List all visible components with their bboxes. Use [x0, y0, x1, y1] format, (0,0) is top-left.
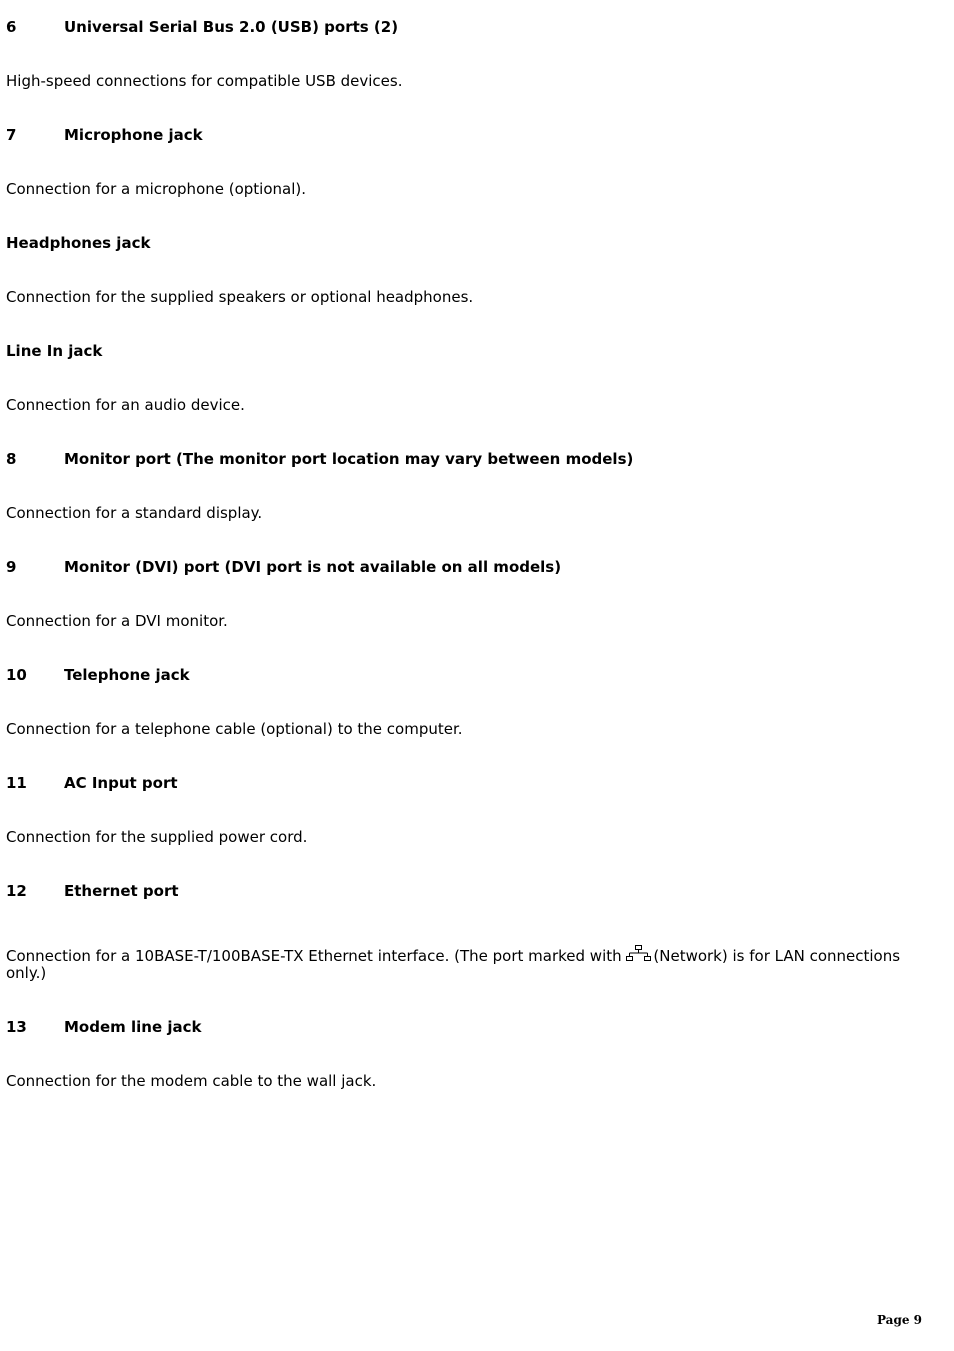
- section-number: 13: [6, 1018, 27, 1036]
- section-title: Microphone jack: [64, 126, 203, 144]
- section-heading-monitor-port: [6, 450, 926, 469]
- description-text-before-icon: Connection for a 10BASE-T/100BASE-TX Ethernet interface. (The port marked with: [6, 947, 627, 965]
- section-title: Monitor (DVI) port (DVI port is not available on all models): [64, 558, 562, 576]
- section-description: Connection for a standard display.: [6, 504, 263, 522]
- section-description: Connection for the supplied power cord.: [6, 828, 308, 846]
- section-title: Monitor port (The monitor port location may vary between models): [64, 450, 634, 468]
- section-heading-line-in-jack: [6, 342, 926, 361]
- section-number: 9: [6, 558, 17, 576]
- page-number: Page 9: [876, 1313, 922, 1327]
- section-heading-microphone-jack: [6, 126, 926, 145]
- section-heading-telephone-jack: [6, 666, 926, 685]
- section-description: Connection for the modem cable to the wall jack.: [6, 1072, 377, 1090]
- section-heading-ethernet-port: [6, 882, 926, 901]
- section-number: 10: [6, 666, 27, 684]
- section-heading-headphones-jack: [6, 234, 926, 253]
- section-heading-dvi-port: [6, 558, 926, 577]
- section-title: Universal Serial Bus 2.0 (USB) ports (2): [64, 18, 399, 36]
- section-title: Ethernet port: [64, 882, 179, 900]
- section-description: Connection for a telephone cable (optional) to the computer.: [6, 720, 463, 738]
- section-description: [6, 945, 926, 982]
- section-description: High-speed connections for compatible USB devices.: [6, 72, 403, 90]
- section-number: 12: [6, 882, 27, 900]
- section-heading-usb-ports: [6, 18, 926, 37]
- section-title: AC Input port: [64, 774, 178, 792]
- section-description: Connection for a DVI monitor.: [6, 612, 228, 630]
- section-heading-modem-line-jack: [6, 1018, 926, 1037]
- section-description: Connection for the supplied speakers or optional headphones.: [6, 288, 474, 306]
- section-number: 6: [6, 18, 17, 36]
- section-title: Headphones jack: [6, 234, 151, 252]
- manual-page-content: [6, 18, 926, 1090]
- section-heading-ac-input-port: [6, 774, 926, 793]
- section-number: 8: [6, 450, 17, 468]
- section-title: Line In jack: [6, 342, 103, 360]
- section-number: 7: [6, 126, 17, 144]
- description-text-after-icon: (Network) is for LAN connections only.): [6, 947, 901, 982]
- section-title: Modem line jack: [64, 1018, 202, 1036]
- section-description: Connection for an audio device.: [6, 396, 245, 414]
- network-icon: [626, 945, 652, 963]
- section-number: 11: [6, 774, 27, 792]
- section-title: Telephone jack: [64, 666, 190, 684]
- section-description: Connection for a microphone (optional).: [6, 180, 307, 198]
